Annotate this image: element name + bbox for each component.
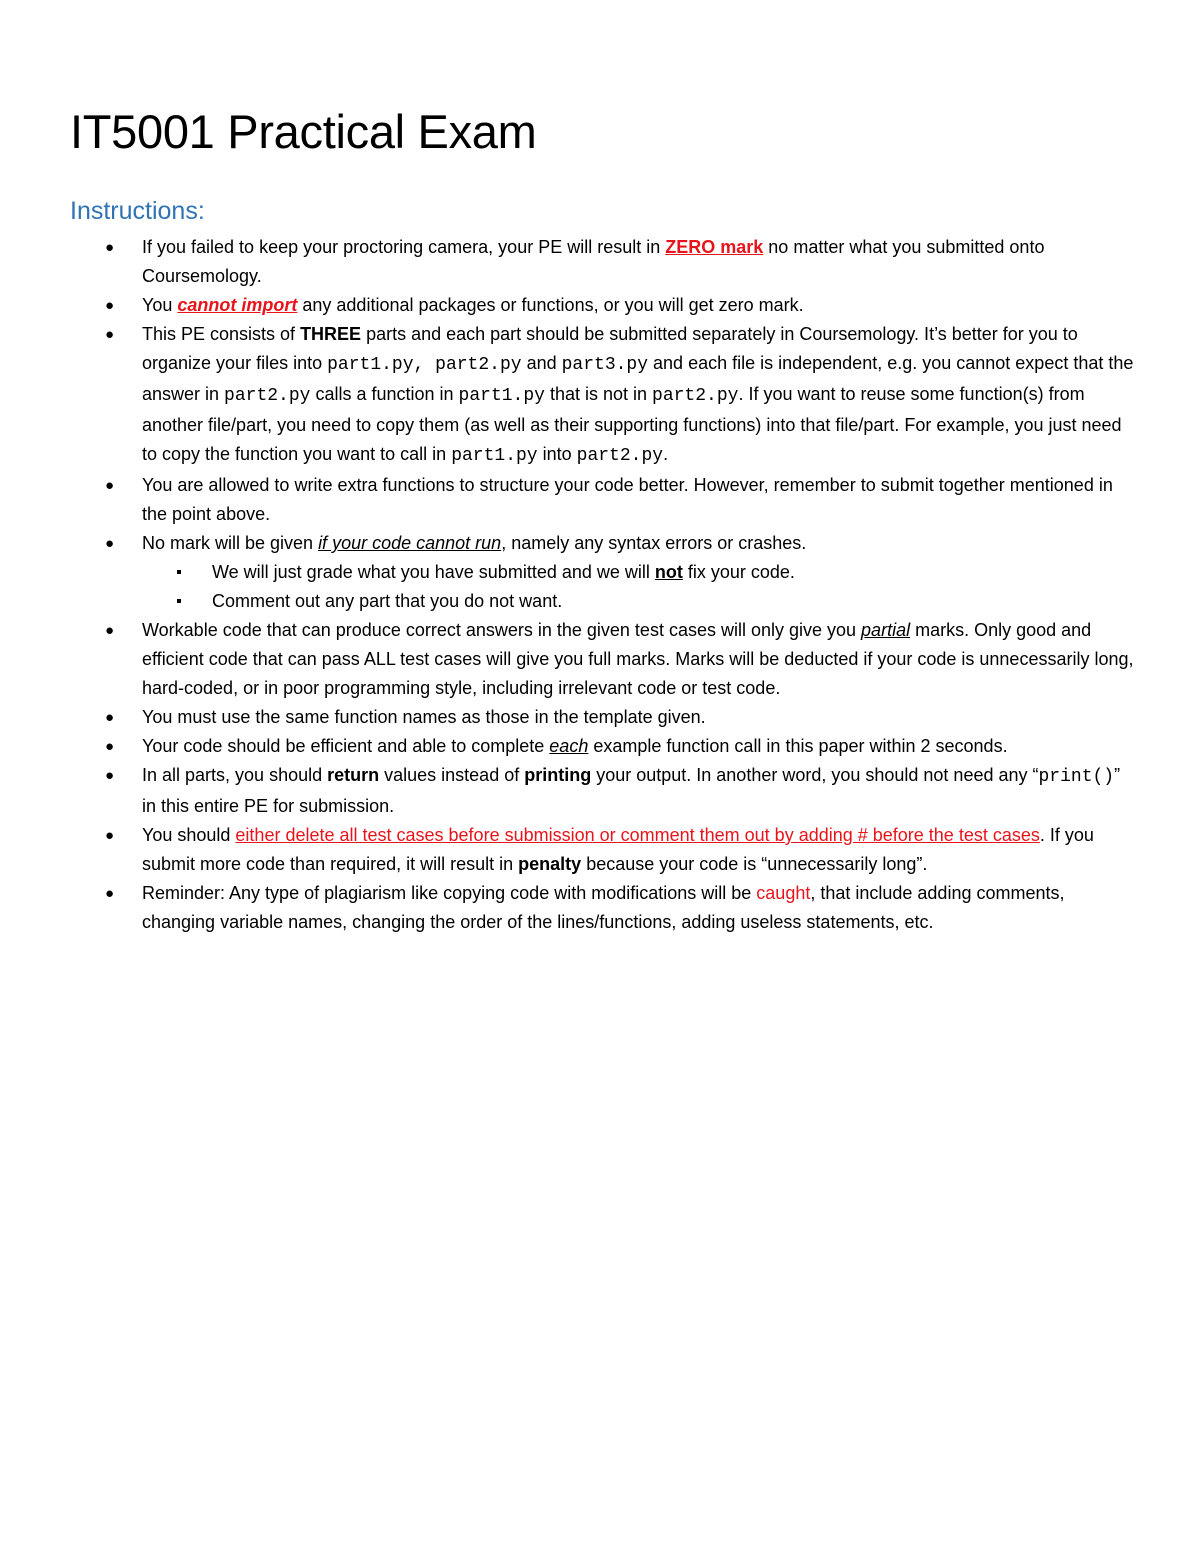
delete-test-cases-text: either delete all test cases before submission or comment them out by adding # before the test cases xyxy=(235,825,1040,845)
zero-mark-text: ZERO mark xyxy=(665,237,764,257)
bullet-icon: ● xyxy=(105,622,115,639)
bullet-icon: ● xyxy=(105,297,115,314)
sub-list-item: Comment out any part that you do not want. xyxy=(0,587,1200,616)
filename-code: part3.py xyxy=(561,355,649,375)
square-bullet-icon xyxy=(177,599,181,603)
section-heading: Instructions: xyxy=(70,197,205,225)
bullet-icon: ● xyxy=(105,326,115,343)
list-item: ● You should either delete all test cases before submission or comment them out by adding # before the test cases. If you submit more code than required, it will result in penalty because your code is “unnecessarily long”. xyxy=(0,821,1200,879)
bullet-icon: ● xyxy=(105,709,115,726)
print-code: print() xyxy=(1038,767,1115,787)
filename-code: part1.py xyxy=(327,355,414,375)
sub-list-item: We will just grade what you have submitted and we will not fix your code. xyxy=(0,558,1200,587)
list-item: ● No mark will be given if your code cannot run, namely any syntax errors or crashes. xyxy=(0,529,1200,558)
list-item: ● Workable code that can produce correct answers in the given test cases will only give you partial marks. Only good and efficient code that can pass ALL test cases will give you full marks. Marks will be deducted if your code is unnecessarily long, hard-coded, or in poor programming style, including irrelevant code or test code. xyxy=(0,616,1200,703)
list-item: ● In all parts, you should return values instead of printing your output. In another word, you should not need any “print()” in this entire PE for submission. xyxy=(0,761,1200,821)
filename-code: part2.py xyxy=(652,386,739,406)
bullet-icon: ● xyxy=(105,477,115,494)
bullet-icon: ● xyxy=(105,767,115,784)
list-item: ● Your code should be efficient and able to complete each example function call in this paper within 2 seconds. xyxy=(0,732,1200,761)
square-bullet-icon xyxy=(177,570,181,574)
filename-code: part2.py xyxy=(576,446,664,466)
bullet-icon: ● xyxy=(105,827,115,844)
filename-code: part1.py xyxy=(458,386,545,406)
caught-text: caught xyxy=(756,883,811,903)
bullet-icon: ● xyxy=(105,738,115,755)
list-item: ● Reminder: Any type of plagiarism like copying code with modifications will be caught, that include adding comments, changing variable names, changing the order of the lines/functions, adding useless statements, etc. xyxy=(0,879,1200,937)
list-item: ● If you failed to keep your proctoring camera, your PE will result in ZERO mark no matter what you submitted onto Coursemology. xyxy=(0,233,1200,291)
filename-code: part2.py xyxy=(224,386,311,406)
page-title: IT5001 Practical Exam xyxy=(70,105,537,158)
bullet-icon: ● xyxy=(105,239,115,256)
bullet-icon: ● xyxy=(105,535,115,552)
bullet-icon: ● xyxy=(105,885,115,902)
list-item: ● You must use the same function names as those in the template given. xyxy=(0,703,1200,732)
list-item: ● You are allowed to write extra functions to structure your code better. However, remember to submit together mentioned in the point above. xyxy=(0,471,1200,529)
list-item: ● This PE consists of THREE parts and each part should be submitted separately in Coursemology. It’s better for you to organize your files into part1.py, part2.py and part3.py and each file is independent, e.g. you cannot expect that the answer in part2.py calls a function in part1.py that is not in part2.py. If you want to reuse some function(s) from another file/part, you need to copy them (as well as their supporting functions) into that file/part. For example, you just need to copy the function you want to call in part1.py into part2.py. xyxy=(0,320,1200,471)
instructions-list xyxy=(0,233,1200,937)
filename-code: part1.py xyxy=(451,446,538,466)
cannot-import-text: cannot import xyxy=(177,295,298,315)
list-item: ● You cannot import any additional packages or functions, or you will get zero mark. xyxy=(0,291,1200,320)
filename-code: part2.py xyxy=(435,355,522,375)
